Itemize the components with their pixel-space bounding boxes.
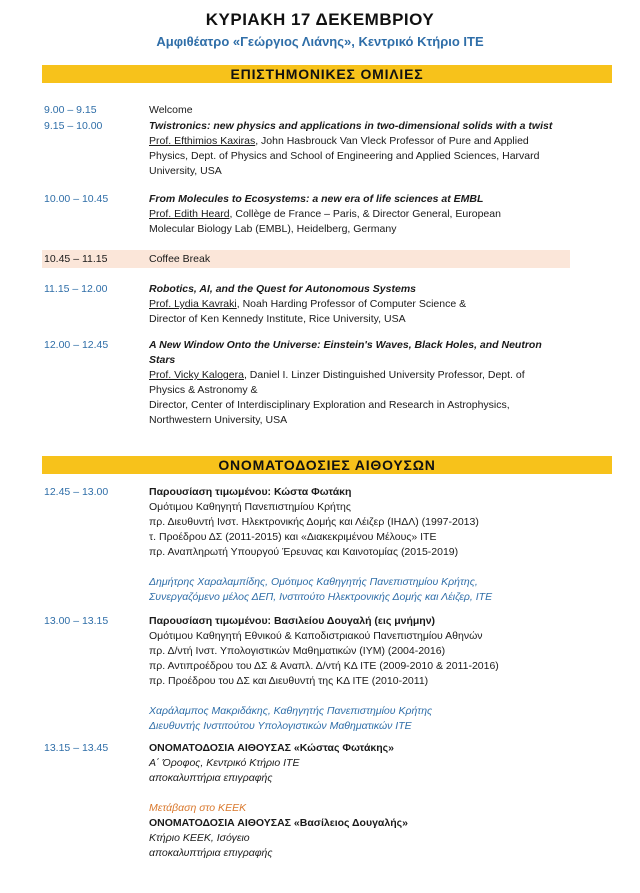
session-heard xyxy=(149,192,569,237)
event-heading: Παρουσίαση τιμωμένου: Κώστα Φωτάκη xyxy=(149,486,352,498)
session-time: 11.15 – 12.00 xyxy=(44,283,108,295)
event-line: πρ. Διευθυντή Ινστ. Ηλεκτρονικής Δομής και Λέιζερ (ΙΗΔΛ) (1997-2013) xyxy=(149,516,479,528)
speaker-affiliation: Physics, Dept. of Physics and School of Engineering and Applied Sciences, Harvard xyxy=(149,150,540,162)
session-time: 12.45 – 13.00 xyxy=(44,486,109,498)
session-kaxiras xyxy=(149,119,569,179)
speaker-affiliation: Director of Ken Kennedy Institute, Rice University, USA xyxy=(149,313,406,325)
event-line: πρ. Προέδρου του ΔΣ και Διευθυντή της ΚΔ ΙΤΕ (2010-2011) xyxy=(149,675,429,687)
talk-title-cont: Stars xyxy=(149,354,176,366)
speaker-affiliation: Northwestern University, USA xyxy=(149,414,288,426)
speaker-affiliation: Director, Center of Interdisciplinary Exploration and Research in Astrophysics, xyxy=(149,399,510,411)
event-fotakis xyxy=(149,485,569,605)
session-time: 13.00 – 13.15 xyxy=(44,615,109,627)
talk-title: From Molecules to Ecosystems: a new era of life sciences at EMBL xyxy=(149,193,484,205)
event-line: Α΄ Όροφος, Κεντρικό Κτήριο ΙΤΕ xyxy=(149,757,300,769)
speaker-name: Prof. Edith Heard xyxy=(149,208,230,220)
speaker-affiliation: University, USA xyxy=(149,165,222,177)
presenter-line: Δημήτρης Χαραλαμπίδης, Ομότιμος Καθηγητής Πανεπιστημίου Κρήτης, xyxy=(149,576,478,588)
event-line: τ. Προέδρου ΔΣ (2011-2015) και «Διακεκριμένου Μέλους» ΙΤΕ xyxy=(149,531,437,543)
session-time: 9.00 – 9.15 xyxy=(44,104,97,116)
session-coffee-break xyxy=(149,252,569,267)
transfer-note: Μετάβαση στο ΚΕΕΚ xyxy=(149,802,247,814)
session-time: 10.00 – 10.45 xyxy=(44,193,109,205)
speaker-name: Prof. Lydia Kavraki xyxy=(149,298,237,310)
session-kavraki xyxy=(149,282,569,327)
event-line: πρ. Δ/ντή Ινστ. Υπολογιστικών Μαθηματικών (ΙΥΜ) (2004-2016) xyxy=(149,645,446,657)
talk-title: Twistronics: new physics and applications in two-dimensional solids with a twist xyxy=(149,120,553,132)
speaker-affiliation: Physics & Astronomy & xyxy=(149,384,258,396)
session-time: 13.15 – 13.45 xyxy=(44,742,109,754)
presenter-line: Χαράλαμπος Μακριδάκης, Καθηγητής Πανεπιστημίου Κρήτης xyxy=(149,705,433,717)
session-kalogera xyxy=(149,338,569,428)
session-time: 12.00 – 12.45 xyxy=(44,339,109,351)
event-line: πρ. Αναπληρωτή Υπουργού Έρευνας και Καινοτομίας (2015-2019) xyxy=(149,546,459,558)
page-title: ΚΥΡΙΑΚΗ 17 ΔΕΚΕΜΒΡΙΟΥ xyxy=(205,10,435,29)
event-line: πρ. Αντιπροέδρου του ΔΣ & Αναπλ. Δ/ντή ΚΔ ΙΤΕ (2009-2010 & 2011-2016) xyxy=(149,660,499,672)
event-heading: ΟΝΟΜΑΤΟΔΟΣΙΑ ΑΙΘΟΥΣΑΣ «Βασίλειος Δουγαλής» xyxy=(149,817,408,829)
presenter-line: Διευθυντής Ινστιτούτου Υπολογιστικών Μαθηματικών ΙΤΕ xyxy=(149,720,412,732)
event-dougalis xyxy=(149,614,569,734)
event-line: αποκαλυπτήρια επιγραφής xyxy=(149,847,273,859)
speaker-affiliation: , Collège de France – Paris, & Director General, European xyxy=(229,208,501,220)
event-heading: ΟΝΟΜΑΤΟΔΟΣΙΑ ΑΙΘΟΥΣΑΣ «Κώστας Φωτάκης» xyxy=(149,742,394,754)
speaker-affiliation: , John Hasbrouck Van Vleck Professor of Pure and Applied xyxy=(255,135,529,147)
presenter-line: Συνεργαζόμενο μέλος ΔΕΠ, Ινστιτούτο Ηλεκτρονικής Δομής και Λέιζερ, ΙΤΕ xyxy=(149,591,493,603)
section-banner-talks: ΕΠΙΣΤΗΜΟΝΙΚΕΣ ΟΜΙΛΙΕΣ xyxy=(42,65,612,83)
event-heading: Παρουσίαση τιμωμένου: Βασιλείου Δουγαλή (εις μνήμην) xyxy=(149,615,436,627)
speaker-name: Prof. Vicky Kalogera xyxy=(149,369,244,381)
speaker-name: Prof. Efthimios Kaxiras xyxy=(149,135,256,147)
session-time: 9.15 – 10.00 xyxy=(44,120,103,132)
talk-title: A New Window Onto the Universe: Einstein's Waves, Black Holes, and Neutron xyxy=(149,339,542,351)
speaker-affiliation: Molecular Biology Lab (EMBL), Heidelberg, Germany xyxy=(149,223,397,235)
event-line: Ομότιμου Καθηγητή Εθνικού & Καποδιστριακού Πανεπιστημίου Αθηνών xyxy=(149,630,483,642)
event-line: Ομότιμου Καθηγητή Πανεπιστημίου Κρήτης xyxy=(149,501,351,513)
session-time: 10.45 – 11.15 xyxy=(44,253,108,265)
speaker-affiliation: , Daniel I. Linzer Distinguished University Professor, Dept. of xyxy=(243,369,525,381)
section-banner-namings: ΟΝΟΜΑΤΟΔΟΣΙΕΣ ΑΙΘΟΥΣΩΝ xyxy=(42,456,612,474)
session-welcome xyxy=(149,103,569,118)
speaker-affiliation: , Noah Harding Professor of Computer Science & xyxy=(236,298,467,310)
venue-subtitle: Αμφιθέατρο «Γεώργιος Λιάνης», Κεντρικό Κτήριο ΙΤΕ xyxy=(156,34,484,49)
event-line: Κτήριο ΚΕΕΚ, Ισόγειο xyxy=(149,832,250,844)
event-line: αποκαλυπτήρια επιγραφής xyxy=(149,772,273,784)
session-text: Coffee Break xyxy=(149,253,211,265)
session-text: Welcome xyxy=(149,104,193,116)
event-room-namings xyxy=(149,741,569,861)
talk-title: Robotics, AI, and the Quest for Autonomous Systems xyxy=(149,283,416,295)
